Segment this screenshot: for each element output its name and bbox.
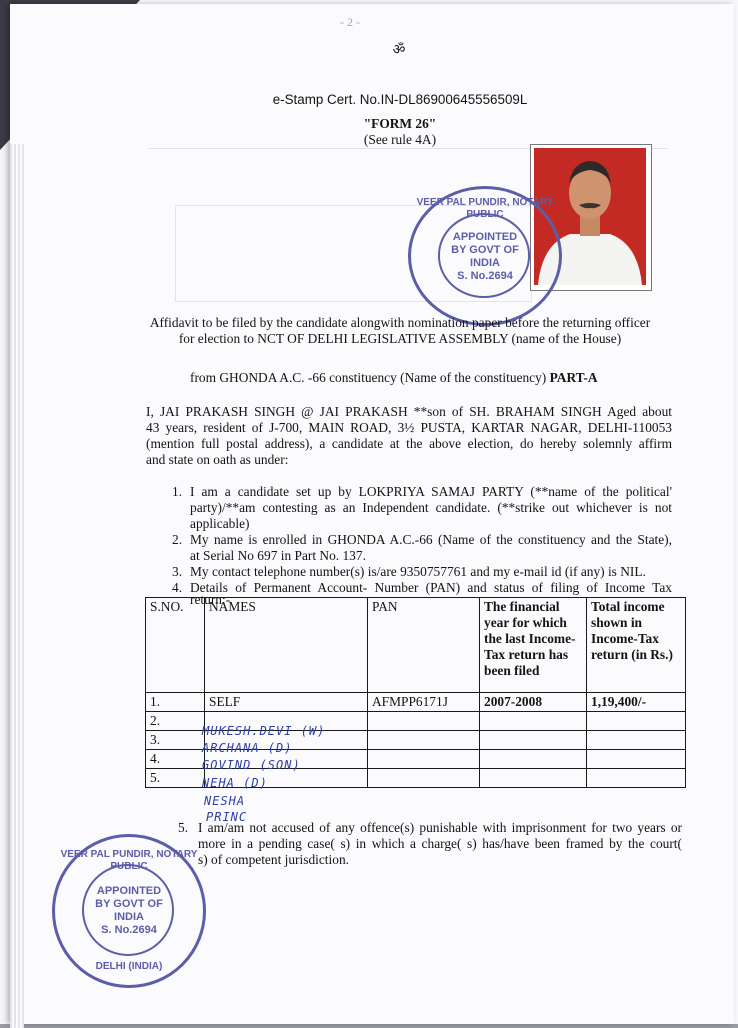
- table-cell: [587, 769, 686, 788]
- handwritten-name: GOVIND (SON): [202, 758, 301, 772]
- stacked-page-edges: [10, 144, 24, 1028]
- table-header-row: [146, 598, 686, 693]
- item-number: 3.: [172, 564, 183, 579]
- om-symbol: ॐ: [392, 42, 406, 58]
- table-cell: [480, 712, 587, 731]
- table-cell: 1,19,400/-: [587, 693, 686, 712]
- part-a-label: PART-A: [549, 370, 598, 385]
- item-2-line: at Serial No 697 in Part No. 137.: [190, 548, 366, 563]
- table-row: [146, 693, 686, 712]
- table-cell: 3.: [146, 731, 205, 750]
- item-4-line: Details of Permanent Account- Number (PAN) and status of filing of Income Tax: [190, 580, 672, 595]
- intro-line-1: I, JAI PRAKASH SINGH @ JAI PRAKASH **son of SH. BRAHAM SINGH Aged about: [146, 404, 672, 419]
- form-title: "FORM 26": [363, 116, 437, 131]
- table-cell: [587, 731, 686, 750]
- item-4-line: return:-: [190, 592, 231, 607]
- constituency-line: from GHONDA A.C. -66 constituency (Name of the constituency) PART-A: [190, 370, 598, 385]
- handwritten-name: MUKESH.DEVI (W): [202, 724, 326, 738]
- intro-line-4: and state on oath as under:: [146, 452, 289, 467]
- table-cell: [368, 769, 480, 788]
- affidavit-line-1: Affidavit to be filed by the candidate alongwith nomination paper before the returning officer: [149, 315, 651, 330]
- item-2-line: My name is enrolled in GHONDA A.C.-66 (Name of the constituency and the State),: [190, 532, 672, 547]
- handwritten-name: NESHA: [204, 794, 246, 808]
- table-cell: [480, 731, 587, 750]
- estamp-certificate: e-Stamp Cert. No.IN-DL86900645556509L: [272, 92, 528, 107]
- notary-seal-stamp: VEER PAL PUNDIR, NOTARY PUBLIC APPOINTED BY GOVT OF INDIA S. No.2694 DELHI (INDIA): [52, 834, 206, 988]
- item-5-line: more in a pending case( s) in which a charge( s) has/have been framed by the court(: [198, 836, 682, 851]
- item-5-line: s) of competent jurisdiction.: [198, 852, 349, 867]
- table-cell: 5.: [146, 769, 205, 788]
- item-3-line: My contact telephone number(s) is/are 9350757761 and my e-mail id (if any) is NIL.: [190, 564, 646, 579]
- item-number: 5.: [178, 820, 189, 835]
- item-number: 2.: [172, 532, 183, 547]
- table-cell: [480, 769, 587, 788]
- handwritten-name: PRINC: [206, 810, 248, 824]
- table-cell: 2.: [146, 712, 205, 731]
- table-cell: [587, 712, 686, 731]
- intro-line-3: (mention full postal address), a candidate at the above election, do hereby solemnly affirm: [146, 436, 672, 451]
- table-cell: [480, 750, 587, 769]
- column-header: NAMES: [205, 598, 368, 693]
- table-cell: 1.: [146, 693, 205, 712]
- table-cell: [368, 731, 480, 750]
- handwritten-name: ARCHANA (D): [202, 741, 293, 755]
- item-1-line: I am a candidate set up by LOKPRIYA SAMAJ PARTY (**name of the political': [190, 484, 672, 499]
- table-cell: SELF: [205, 693, 368, 712]
- table-cell: 4.: [146, 750, 205, 769]
- handwritten-name: NEHA (D): [202, 776, 268, 790]
- column-header: The financial year for which the last Income-Tax return has been filed: [480, 598, 587, 693]
- rule-reference: (See rule 4A): [363, 132, 437, 147]
- table-cell: [368, 750, 480, 769]
- table-cell: [587, 750, 686, 769]
- table-cell: AFMPP6171J: [368, 693, 480, 712]
- notary-seal-stamp: VEER PAL PUNDIR, NOTARY PUBLIC APPOINTED BY GOVT OF INDIA S. No.2694: [408, 186, 562, 326]
- column-header: PAN: [368, 598, 480, 693]
- column-header: S.NO.: [146, 598, 205, 693]
- item-1-line: party)/**am contesting as an Independent candidate. (**strike out whichever is not: [190, 500, 672, 515]
- table-cell: [368, 712, 480, 731]
- item-number: 1.: [172, 484, 183, 499]
- table-cell: 2007-2008: [480, 693, 587, 712]
- column-header: Total income shown in Income-Tax return (in Rs.): [587, 598, 686, 693]
- affidavit-line-2: for election to NCT OF DELHI LEGISLATIVE ASSEMBLY (name of the House): [178, 331, 622, 346]
- item-number: 4.: [172, 580, 183, 595]
- intro-line-2: 43 years, resident of J-700, MAIN ROAD, 3½ PUSTA, KARTAR NAGAR, DELHI-110053: [146, 420, 672, 435]
- item-5-line: I am/am not accused of any offence(s) punishable with imprisonment for two years or: [198, 820, 682, 835]
- item-1-line: applicable): [190, 516, 250, 531]
- page-number-mark: - 2 -: [340, 15, 360, 29]
